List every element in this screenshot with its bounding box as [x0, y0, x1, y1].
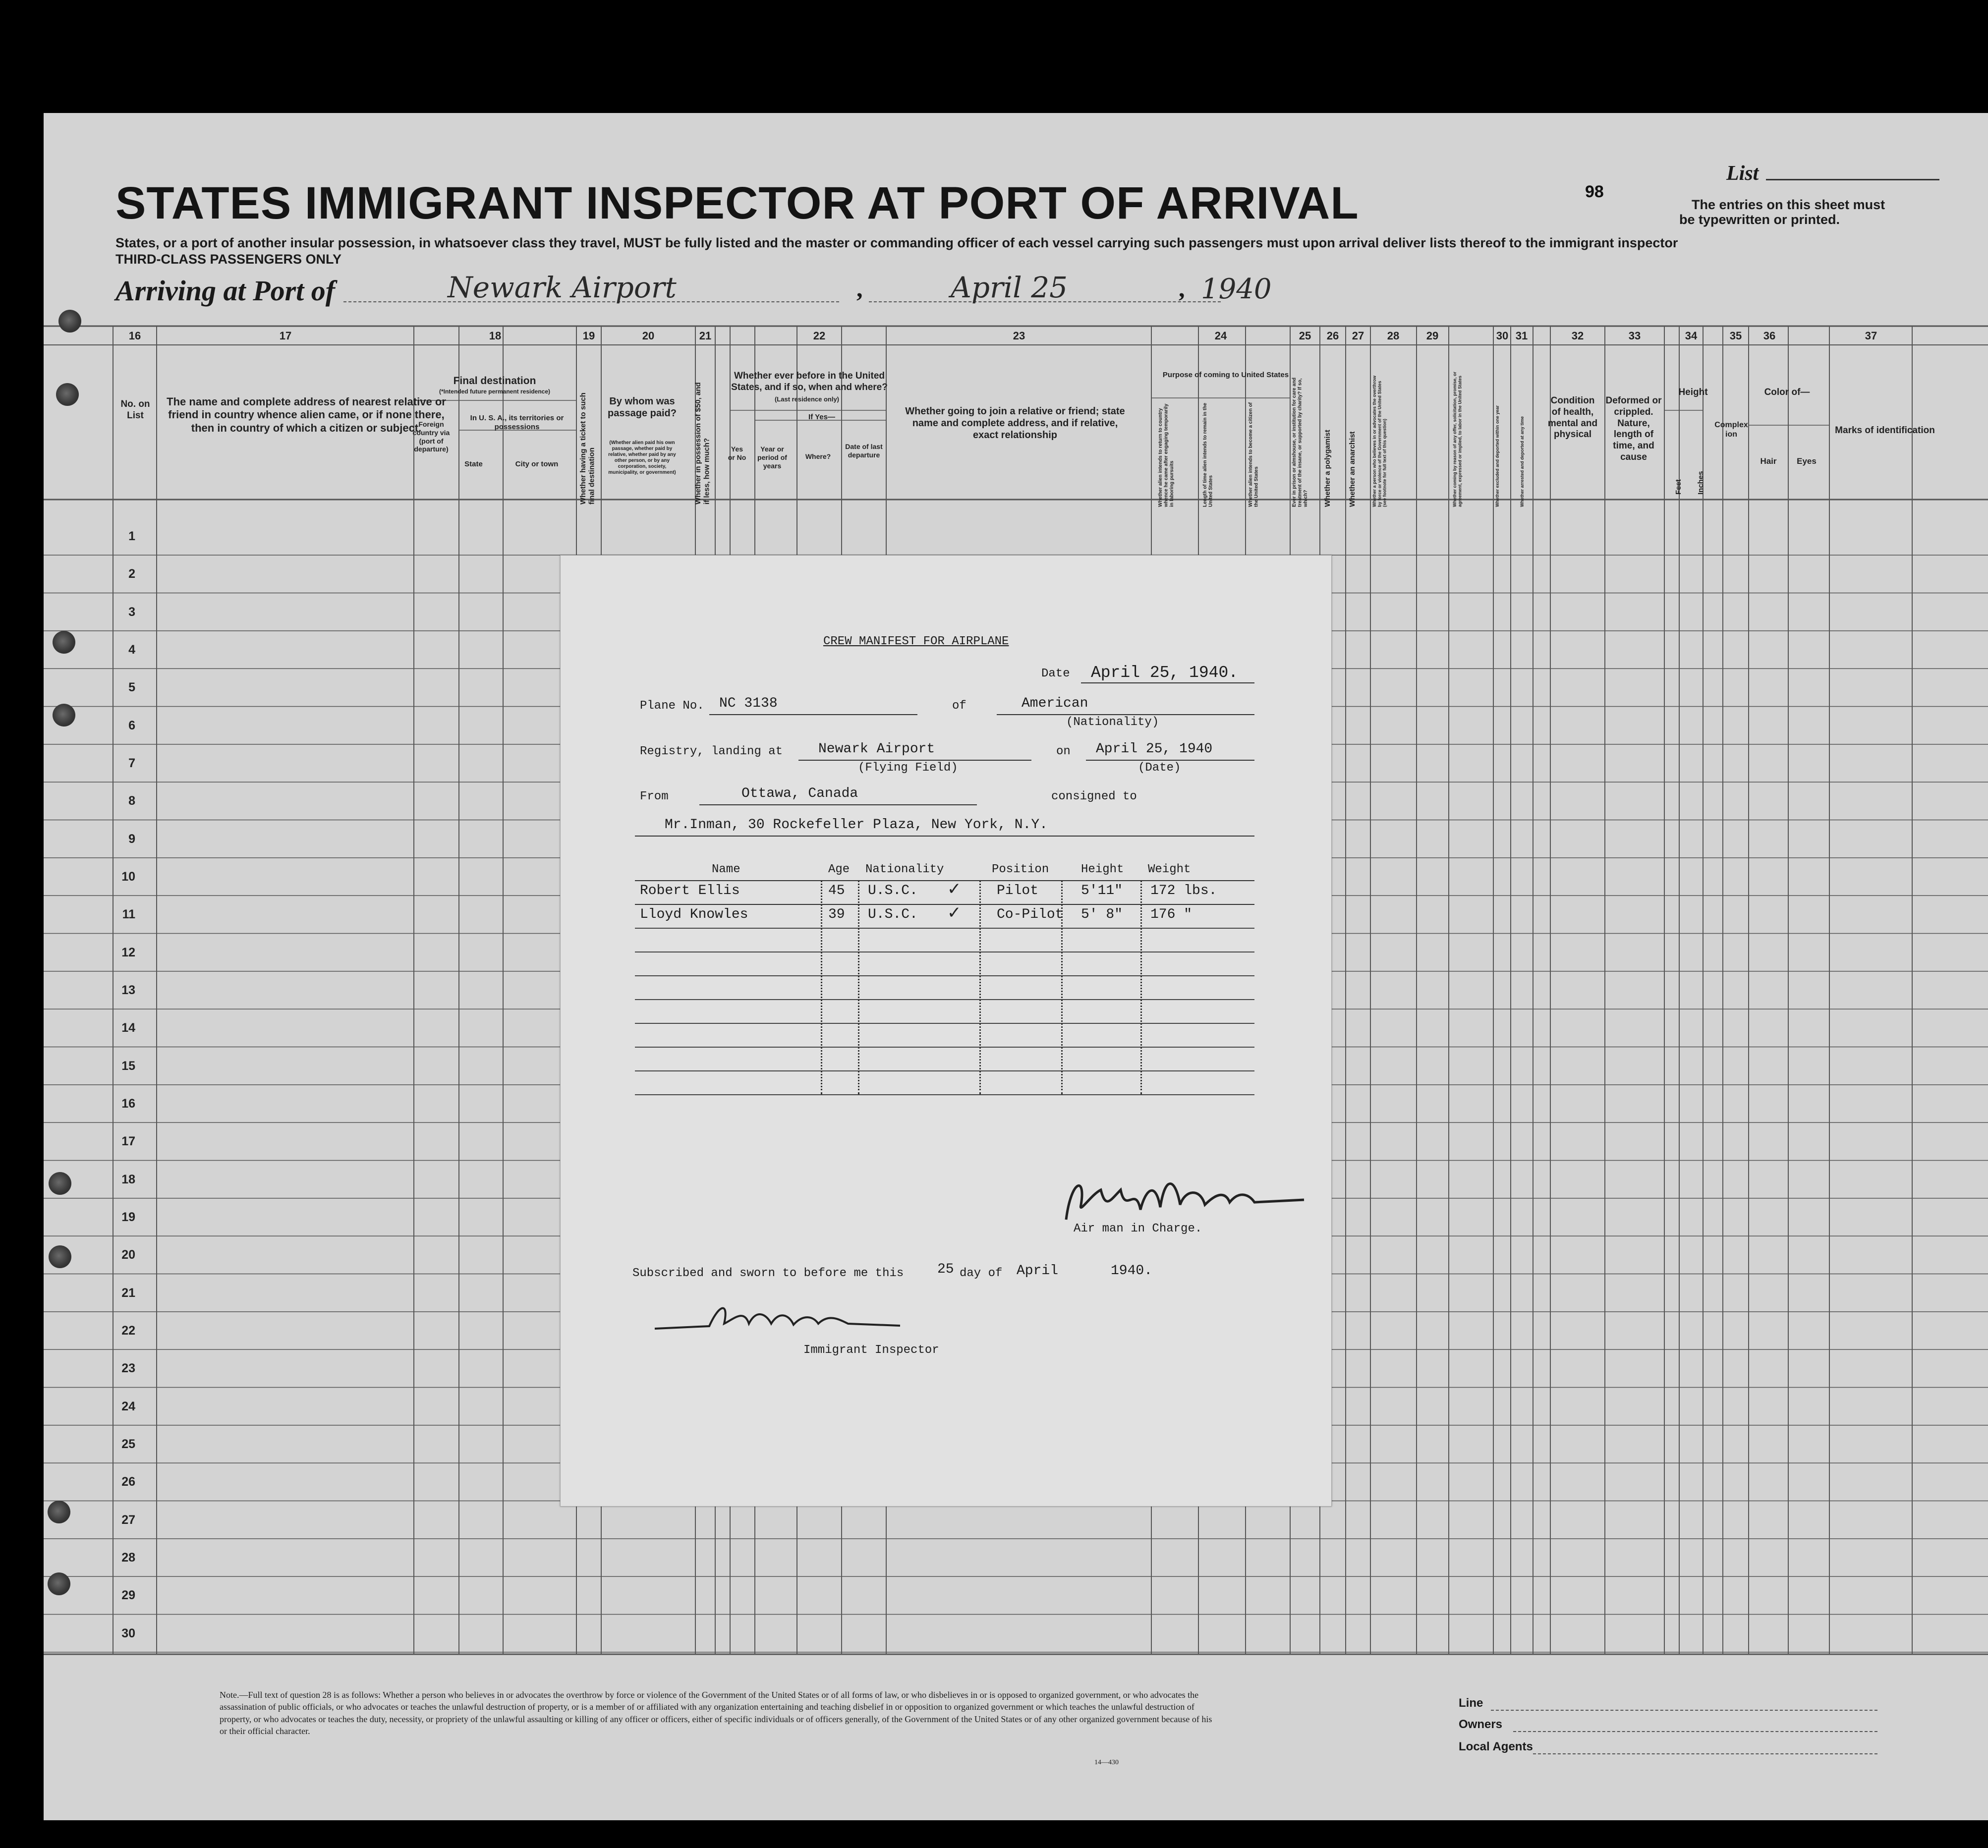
entries-note-2: be typewritten or printed. [1679, 212, 1840, 227]
crew-table-divider [821, 880, 822, 1094]
owners-label: Owners [1459, 1718, 1503, 1731]
binder-hole [49, 1245, 71, 1268]
check-mark-icon: ✓ [947, 903, 962, 923]
row-number: 20 [121, 1248, 135, 1262]
column-number: 23 [1013, 330, 1025, 342]
header-height: Height [1678, 387, 1708, 397]
list-label: List [1726, 162, 1759, 185]
column-number: 30 [1496, 330, 1509, 342]
header-health: Condition of health, mental and physical [1547, 395, 1598, 440]
binder-hole [56, 383, 79, 406]
header-if-yes: If Yes— [808, 413, 835, 421]
manifest-sheet [44, 113, 1988, 1820]
entries-note-1: The entries on this sheet must [1692, 197, 1885, 212]
registry-label: Registry, landing at [640, 745, 783, 758]
header-inches: Inches [1697, 471, 1705, 495]
row-number: 27 [121, 1512, 135, 1527]
column-number: 22 [813, 330, 826, 342]
footnote-q28: Note.—Full text of question 28 is as follows: Whether a person who believes in or advocates the overthrow by force or violence of the Government of the United States or of all forms of law, or who disbelieves in or is opposed to organized government, or who advocates the assassination of public officials, or who advocates or teaches the unlawful destruction of property, or is a member of or affiliated with any organization entertaining and teaching disbelief in or opposition to organized government or which teaches the unlawful destruction of property, or who advocates or teaches the duty, necessity, or propriety of the unlawful assaulting or killing of any officer or officers, either of specific individuals or of officers generally, of the Government of the United States or of any other organized government because of his or their official character. [220, 1690, 1212, 1736]
column-number: 21 [699, 330, 712, 342]
header-feet: Feet [1674, 479, 1683, 495]
manifest-date: April 25, 1940. [1091, 664, 1239, 682]
header-purpose: Purpose of coming to United States [1162, 371, 1289, 379]
crew-age: 45 [828, 883, 845, 898]
plane-number: NC 3138 [719, 696, 778, 711]
binder-hole [48, 1572, 70, 1595]
column-number: 37 [1865, 330, 1877, 342]
crew-table-rule [635, 999, 1254, 1000]
header-final-destination: Final destination [453, 375, 536, 387]
crew-height: 5'11" [1081, 883, 1123, 898]
header-state: State [464, 460, 483, 468]
row-number: 12 [121, 945, 135, 959]
binder-hole [49, 1172, 71, 1195]
nationality: American [1022, 696, 1088, 711]
row-number: 26 [121, 1475, 135, 1489]
row-number: 2 [128, 567, 135, 581]
row-number: 10 [121, 870, 135, 884]
local-agents-label: Local Agents [1459, 1740, 1533, 1753]
crew-table-rule [635, 1047, 1254, 1048]
nationality-caption: (Nationality) [1066, 716, 1159, 729]
landing-field: Newark Airport [818, 741, 935, 757]
header-purpose-return: Whether alien intends to return to country whence he came after engaging temporarily in laboring pursuits [1158, 403, 1175, 507]
column-number: 18 [489, 330, 502, 342]
header-deformed: Deformed or crippled. Nature, length of time, and cause [1605, 395, 1662, 462]
form-title: STATES IMMIGRANT INSPECTOR AT PORT OF ARRIVAL [115, 178, 1359, 228]
crew-name: Lloyd Knowles [640, 907, 748, 922]
row-number: 30 [121, 1626, 135, 1640]
header-final-destination-sub: (*Intended future permanent residence) [439, 388, 551, 395]
header-anarchist: Whether an anarchist [1348, 431, 1357, 507]
column-number: 36 [1763, 330, 1776, 342]
consigned-label: consigned to [1051, 790, 1137, 803]
header-purpose-length: Length of time alien intends to remain in the United States [1202, 402, 1214, 507]
row-number: 7 [128, 756, 135, 770]
column-number: 16 [128, 330, 141, 342]
crew-age: 39 [828, 907, 845, 922]
day-of-label: day of [960, 1267, 1003, 1280]
binder-hole [53, 631, 75, 654]
header-city: City or town [515, 460, 559, 468]
header-foreign-country: Foreign country via (port of departure) [412, 420, 450, 453]
crew-position: Pilot [997, 883, 1039, 898]
crew-name: Robert Ellis [640, 883, 740, 898]
crew-table-rule [635, 904, 1254, 905]
class-note: THIRD-CLASS PASSENGERS ONLY [115, 252, 342, 267]
row-number: 5 [128, 680, 135, 695]
header-ticket: Whether having a ticket to such final destination [579, 392, 596, 504]
header-where: Where? [805, 452, 831, 460]
column-number: 26 [1326, 330, 1339, 342]
column-number: 19 [582, 330, 595, 342]
sworn-day: 25 [937, 1262, 954, 1277]
header-yes-or-no: Yes or No [728, 445, 746, 461]
year-handwritten: 1940 [1201, 273, 1272, 305]
from-label: From [640, 790, 669, 803]
sworn-label: Subscribed and sworn to before me this [632, 1267, 904, 1280]
row-number: 19 [121, 1210, 135, 1224]
column-number: 31 [1515, 330, 1528, 342]
column-number: 29 [1426, 330, 1439, 342]
row-number: 28 [121, 1551, 135, 1565]
column-number: 27 [1352, 330, 1364, 342]
comma-2: , [1179, 275, 1185, 302]
header-eyes: Eyes [1797, 456, 1817, 466]
row-number: 21 [121, 1286, 135, 1300]
crew-table-header: Age [828, 863, 850, 876]
column-number: 33 [1628, 330, 1641, 342]
crew-table-divider [979, 880, 981, 1094]
crew-table-header: Height [1081, 863, 1124, 876]
crew-weight: 172 lbs. [1150, 883, 1217, 898]
row-number: 8 [128, 794, 135, 808]
header-no-on-list: No. on List [120, 399, 150, 421]
header-going-to-join: Whether going to join a relative or friend; state name and complete address, and if relative, exact relationship [905, 406, 1125, 441]
column-number: 25 [1299, 330, 1311, 342]
header-fifty-dollars: Whether in possession of $50, and if less, how much? [694, 382, 711, 504]
binder-hole [58, 310, 81, 333]
row-number: 25 [121, 1437, 135, 1451]
crew-position: Co-Pilot [997, 907, 1064, 922]
crew-table-rule [635, 1070, 1254, 1071]
crew-table-rule [635, 928, 1254, 929]
header-hair: Hair [1760, 456, 1777, 466]
date-handwritten: April 25 [951, 271, 1068, 304]
plane-label: Plane No. [640, 699, 704, 713]
row-number: 11 [122, 907, 135, 922]
form-number: 14—430 [1094, 1759, 1119, 1766]
date-caption: (Date) [1138, 761, 1181, 775]
header-usa: In U. S. A., its territories or possessions [470, 414, 564, 431]
column-number: 24 [1214, 330, 1227, 342]
header-overthrow: Whether a person who believes in or advocates the overthrow by force or violence of the Government of the United States (see footnote for full text of this question) [1372, 375, 1387, 507]
arriving-label: Arriving at Port of [115, 275, 336, 307]
date-label: Date [1041, 667, 1070, 680]
crew-manifest-card [560, 555, 1332, 1507]
row-number: 16 [121, 1097, 135, 1111]
crew-table-rule [635, 880, 1254, 881]
column-number: 28 [1387, 330, 1400, 342]
header-prison: Ever in prison or almshouse, or institution for care and treatment of the insane, or supported by charity? If so, which? [1292, 377, 1308, 507]
header-arrested: Whether arrested and deported at any time [1520, 416, 1525, 507]
row-number: 17 [121, 1134, 135, 1149]
from-location: Ottawa, Canada [741, 786, 858, 801]
on-label: on [1056, 745, 1071, 758]
crew-height: 5' 8" [1081, 907, 1123, 922]
header-color-of: Color of— [1764, 387, 1810, 397]
manifest-title: CREW MANIFEST FOR AIRPLANE [823, 635, 1009, 648]
comma-1: , [856, 275, 863, 302]
airman-in-charge: Air man in Charge. [1074, 1222, 1202, 1235]
crew-table-rule [635, 1094, 1254, 1095]
crew-table-rule [635, 975, 1254, 976]
landing-date: April 25, 1940 [1096, 741, 1213, 757]
row-number: 13 [121, 983, 135, 997]
row-number: 23 [121, 1361, 135, 1376]
crew-table-header: Weight [1148, 863, 1191, 876]
crew-nationality: U.S.C. [868, 883, 918, 898]
binder-hole [53, 704, 75, 727]
crew-table-header: Nationality [865, 863, 944, 876]
of-label: of [952, 699, 966, 713]
header-polygamist: Whether a polygamist [1323, 430, 1332, 507]
list-number: 98 [1585, 182, 1604, 201]
port-handwritten: Newark Airport [448, 271, 677, 304]
crew-nationality: U.S.C. [868, 907, 918, 922]
sworn-year: 1940. [1111, 1263, 1153, 1279]
row-number: 3 [128, 605, 135, 619]
consignee: Mr.Inman, 30 Rockefeller Plaza, New York, N.Y. [665, 817, 1048, 833]
row-number: 15 [121, 1059, 135, 1073]
row-number: 22 [121, 1324, 135, 1338]
row-number: 18 [121, 1172, 135, 1186]
header-excluded: Whether excluded and deported within one year [1495, 405, 1500, 507]
column-number: 35 [1729, 330, 1742, 342]
sworn-month: April [1017, 1263, 1059, 1279]
form-subtitle: States, or a port of another insular possession, in whatsoever class they travel, MUST be fully listed and the master or commanding officer of each vessel carrying such passengers must upon arrival deliver lists thereof to the immigrant inspector [115, 235, 1678, 250]
header-passage-paid-sub: (Whether alien paid his own passage, whether paid by relative, whether paid by any other person, or by any corporation, society, municipality, or government) [608, 440, 676, 475]
column-number: 17 [279, 330, 292, 342]
crew-table-header: Position [992, 863, 1049, 876]
crew-table-divider [1140, 880, 1142, 1094]
column-number: 32 [1571, 330, 1584, 342]
inspector-label: Immigrant Inspector [803, 1344, 939, 1357]
header-ever-before-in-us: Whether ever before in the United States, and if so, when and where? [731, 371, 888, 392]
header-labor-offer: Whether coming by reason of any offer, solicitation, promise, or agreement, expressed or implied, to labor in the United States [1452, 371, 1463, 507]
header-marks: Marks of identification [1835, 425, 1935, 436]
column-number: 34 [1685, 330, 1698, 342]
row-number: 14 [121, 1021, 135, 1035]
row-number: 6 [128, 718, 135, 732]
binder-hole [48, 1501, 70, 1523]
crew-table-header: Name [712, 863, 740, 876]
landing-caption: (Flying Field) [858, 761, 958, 775]
row-number: 9 [128, 832, 135, 846]
header-nearest-relative: The name and complete address of nearest relative or friend in country whence alien came, or if none there, then in country of which a citizen or subject. [167, 395, 446, 434]
header-last-departure: Date of last departure [845, 443, 883, 459]
crew-table-rule [635, 1023, 1254, 1024]
check-mark-icon: ✓ [947, 879, 962, 899]
row-number: 1 [128, 529, 135, 543]
crew-table-divider [858, 880, 859, 1094]
header-last-residence: (Last residence only) [774, 395, 840, 403]
line-label: Line [1459, 1696, 1483, 1710]
column-number: 20 [642, 330, 655, 342]
header-purpose-citizen: Whether alien intends to become a citizen of the United States [1248, 402, 1259, 507]
row-number: 4 [128, 643, 135, 657]
row-number: 29 [121, 1588, 135, 1603]
inspector-signature [650, 1289, 908, 1344]
crew-weight: 176 " [1150, 907, 1193, 922]
row-number: 24 [121, 1399, 135, 1413]
header-passage-paid: By whom was passage paid? [608, 396, 677, 419]
header-complexion: Complexion [1714, 421, 1748, 439]
header-years: Year or period of years [757, 445, 787, 470]
